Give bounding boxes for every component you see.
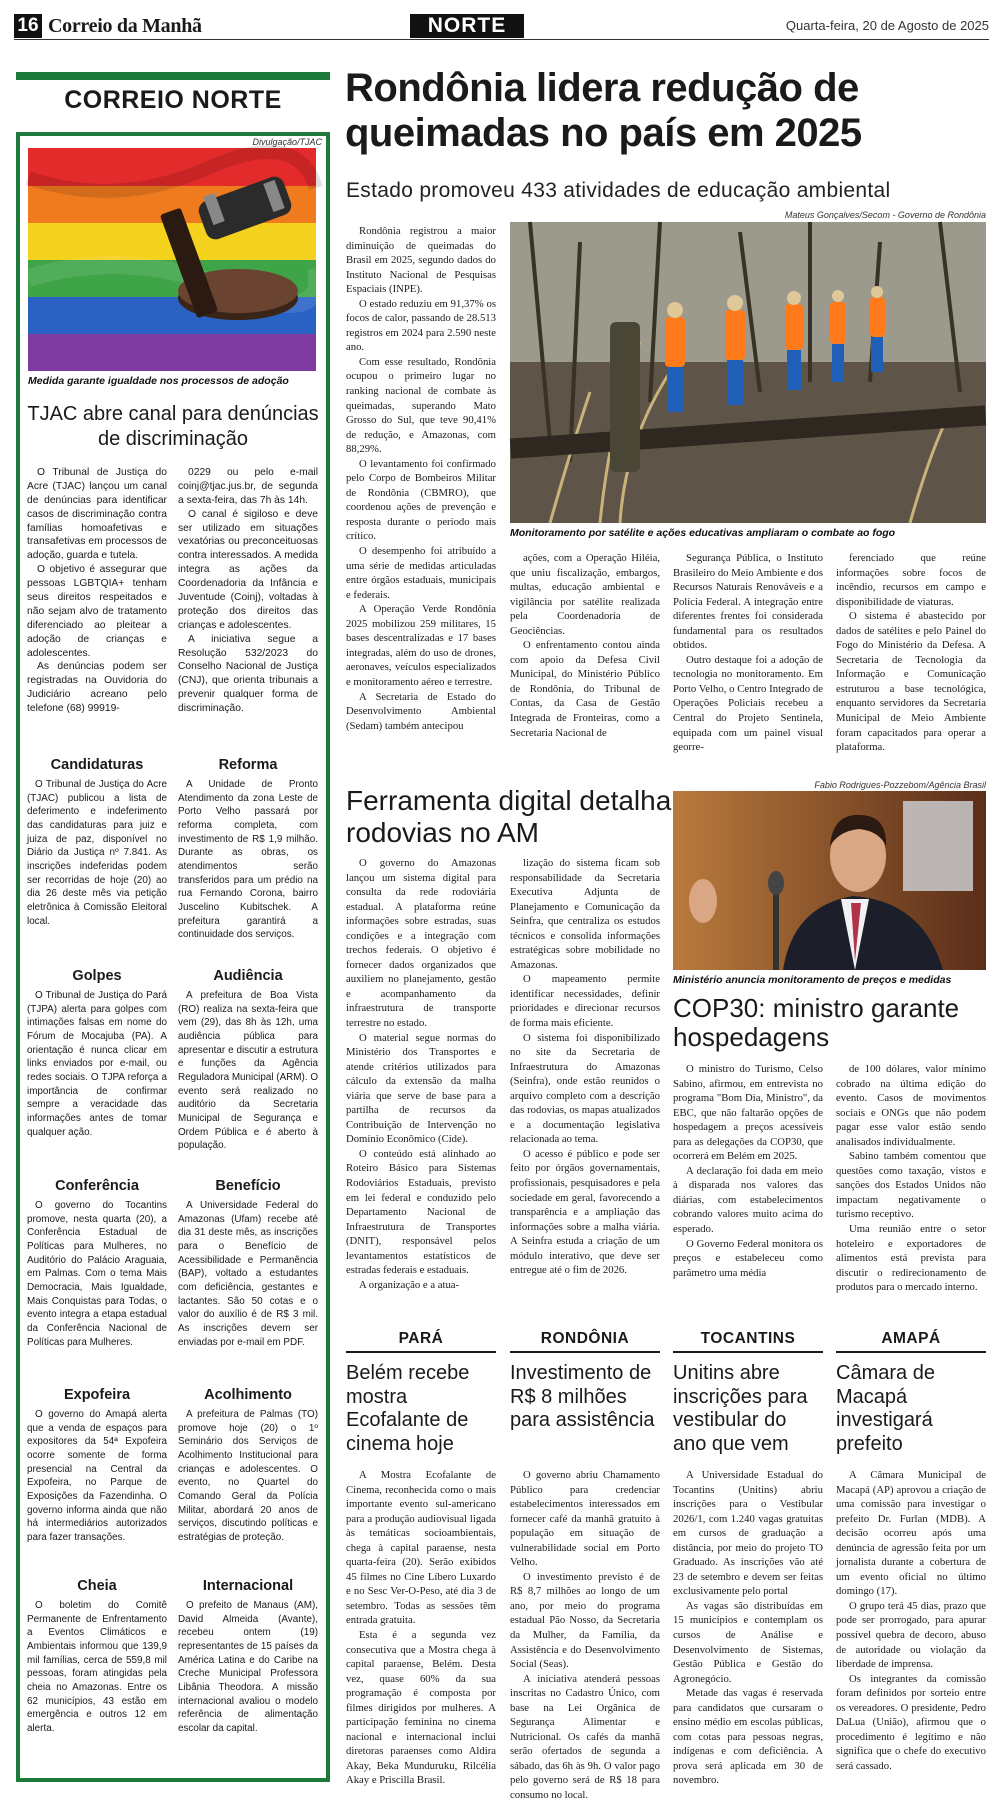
brief-text <box>178 778 318 942</box>
region-tag <box>510 1330 660 1353</box>
brief-title: Candidaturas <box>50 757 144 773</box>
paragraph: O Governo Federal monitora os preços e estabeleceu como parâmetro uma média <box>673 1237 823 1279</box>
am-headline: Ferramenta digital detalha rodovias no AM <box>346 785 672 848</box>
paragraph: O acesso é público e pode ser feito por órgãos governamentais, profissionais, pesquisadores e pela sociedade em geral, favorecendo a transparência e a ampliação das informações sobre a malha viária. A Seinfra estuda a criação de um módulo interativo, que deve ser entregue até o fim de 2026. <box>510 1147 660 1277</box>
brief-title: Expofeira <box>63 1387 131 1403</box>
paragraph: Segurança Pública, o Instituto Brasileiro do Meio Ambiente e dos Recursos Naturais Renováveis e a Polícia Federal. A integração entre diferentes frentes foi considerada fundamental para os resultados obtidos. <box>673 552 823 652</box>
paragraph: A Secretaria de Estado do Desenvolvimento Ambiental (Sedam) também antecipou <box>346 690 496 732</box>
paragraph: O mapeamento permite identificar necessidades, definir prioridades e direcionar recursos de forma mais eficiente. <box>510 973 660 1030</box>
brief-text <box>178 1408 318 1545</box>
brief-paragraph: O governo do Tocantins promove, nesta quarta (20), a Conferência Estadual de Políticas para Mulheres, no Auditório do Palácio Araguaia, em Palmas. Com o tema Mais Democracia, Mais Igualdade, Mais Conquistas para Todas, o evento integra a etapa estadual da Conferência Nacional de Políticas para Mulheres. <box>27 1200 167 1348</box>
paragraph: Os integrantes da comissão foram definidos por sorteio entre os vereadores. O presidente, Pedro DaLua (União), afirmou que o procedimento é legítimo e não significa que o chefe do executivo será cassado. <box>836 1672 986 1772</box>
brief-text <box>27 1599 167 1736</box>
region-rule <box>673 1351 823 1353</box>
main-story-col2 <box>510 551 660 787</box>
brief-text <box>27 1408 167 1545</box>
paragraph: A Mostra Ecofalante de Cinema, reconhecida como o mais importante evento sul-americano para a produção audiovisual ligada às temáticas socioambientais, chega à capital paraense, nesta quarta-feira (20). Serão exibidos 45 filmes no Cine Líbero Luxardo e no Sesc Ver-O-Peso, até dia 3 de setembro. Todas as sessões têm entrada gratuita. <box>346 1469 496 1627</box>
region-story <box>673 1468 823 1790</box>
cop-story-col1 <box>673 1062 823 1306</box>
paragraph: O sistema foi disponibilizado no site da Secretaria de Infraestrutura do Amazonas (Seinfra), onde estão reunidos o arquivo completo com a descrição das rodovias, os mapas atualizados e a documentação legislativa relacionada ao tema. <box>510 1031 660 1146</box>
firefighters-photo <box>510 222 986 523</box>
region-rule <box>836 1351 986 1353</box>
paragraph: A iniciativa segue a Resolução 532/2023 do Conselho Nacional de Justiça (CNJ), que orienta tribunais a prevenir qualquer forma de discriminação. <box>178 633 318 715</box>
brief-expofeira <box>27 1387 167 1545</box>
brief-paragraph: A Universidade Federal do Amazonas (Ufam) recebe até dia 31 deste mês, as inscrições para o Benefício de Acessibilidade e Permanência (BAP), voltado a estudantes com deficiência, gestantes e lactantes. São 50 cotas e o valor do auxílio é de R$ 3 mil. As inscrições devem ser enviadas por e-mail em PDF. <box>178 1200 318 1348</box>
brief-title: Golpes <box>72 968 122 984</box>
paragraph: Metade das vagas é reservada para candidatos que cursaram o ensino médio em escolas públicas, com cotas para pessoas negras, indígenas e com deficiência. A prova será aplicada em 30 de novembro. <box>673 1687 823 1787</box>
minister-speaking-icon <box>673 791 986 970</box>
region-story <box>346 1468 496 1790</box>
paragraph: Com esse resultado, Rondônia ocupou o primeiro lugar no ranking nacional de combate às queimadas, superando Mato Grosso do Sul, que teve 90,41% de redução, e Amazonas, com 88,29%. <box>346 355 496 456</box>
region-rule <box>510 1351 660 1353</box>
paragraph: O governo do Amazonas lançou um sistema digital para consulta da rede rodoviária estadual. A plataforma reúne informações sobre estradas, suas condições e a integração com trechos federais. O objetivo é fornecer dados organizados que auxiliem no planejamento, gestão e acompanhamento da infraestrutura de transporte terrestre no estado. <box>346 857 496 1030</box>
brief-conferencia <box>27 1178 167 1349</box>
brief-paragraph: A Unidade de Pronto Atendimento da zona Leste de Porto Velho passará por reforma completa, com investimento de R$ 1,9 milhão. Durante as obras, os atendimentos serão transferidos para um prédio na rua Fernando Corona, bairro Juscelino Kubitschek. A prefeitura garantirá a continuidade dos serviços. <box>178 779 318 941</box>
paragraph: A organização e a atua- <box>359 1278 460 1291</box>
paragraph: O Tribunal de Justiça do Acre (TJAC) lançou um canal de denúncias para identificar casos de discriminação contra famílias homoafetivas e transafetivas em processos de adoção, guarda e tutela. <box>27 467 167 562</box>
page-header <box>14 14 989 40</box>
region-story <box>836 1468 986 1790</box>
brief-golpes <box>27 968 167 1139</box>
paragraph: O desempenho foi atribuído a uma série de medidas articuladas entre órgãos estaduais, municipais e federais. <box>346 545 496 601</box>
paragraph: O sistema é abastecido por dados de satélites e pelo Painel do Fogo do Ministério da Defesa. A Secretaria de Tecnologia da Informação e Comunicação estruturou a base tecnológica, enquanto servidores da Secretaria Municipal de Meio Ambiente foram capacitados para operar a plataforma. <box>836 610 986 754</box>
paragraph: ferenciado que reúne informações sobre focos de incêndio, recursos em campo e disponibilidade de viaturas. <box>836 552 986 608</box>
tjac-headline: TJAC abre canal para denúncias de discriminação <box>27 403 319 450</box>
section-label: NORTE <box>410 14 524 38</box>
fire-photo-caption: Monitoramento por satélite e ações educativas ampliaram o combate ao fogo <box>510 527 896 539</box>
fire-photo-credit: Mateus Gonçalves/Secom - Governo de Rondônia <box>784 210 986 220</box>
am-story-col2 <box>510 856 660 1304</box>
pride-gavel-photo <box>28 148 316 371</box>
region-label: AMAPÁ <box>881 1330 941 1347</box>
brief-paragraph: O prefeito de Manaus (AM), David Almeida (Avante), recebeu ontem (19) representantes de 15 países da América Latina e do Caribe na Creche Municipal Professora Libânia Theodora. A missão internacional avaliou o modelo referência de alimentação escolar da capital. <box>178 1600 318 1734</box>
pride-flag-gavel-icon <box>28 148 316 371</box>
region-headline: Investimento de R$ 8 milhões para assistência <box>510 1362 655 1432</box>
brief-title: Conferência <box>55 1178 139 1194</box>
brief-acolhimento <box>178 1387 318 1545</box>
brief-title: Cheia <box>77 1578 117 1594</box>
brief-title: Acolhimento <box>204 1387 292 1403</box>
brief-title: Internacional <box>202 1578 294 1594</box>
region-headline: Câmara de Macapá investigará prefeito <box>836 1362 935 1455</box>
region-rule <box>346 1351 496 1353</box>
paragraph: O investimento previsto é de R$ 8,7 milhões ao longo de um ano, por meio do programa estadual Pão Nosso, da Secretaria da Mulher, da Família, da Assistência e do Desenvolvimento Social (Seas). <box>510 1570 660 1671</box>
paragraph: O material segue normas do Ministério dos Transportes e atende critérios utilizados para cálculo da extensão da malha viária que serve de base para a partilha de recursos da Contribuição de Intervenção no Domínio Econômico (Cide). <box>346 1031 496 1146</box>
brief-paragraph: O Tribunal de Justiça do Acre (TJAC) publicou a lista de deferimento e indeferimento das candidaturas para juiz e juiza de paz, disponível no Diário da Justiça nº 7.841. As inscrições indeferidas podem ser recorridas de hoje (20) ao dia 26 deste mês via petição eletrônica à Comissão Eleitoral local. <box>27 779 167 927</box>
left-column-bar <box>16 72 330 80</box>
main-story-col4 <box>836 551 986 787</box>
paragraph: A Universidade Estadual do Tocantins (Unitins) abriu inscrições para o Vestibular 2026/1, com 1.240 vagas gratuitas em cursos de graduação a distância, por meio do projeto TO Graduado. As inscrições vão até 23 de setembro e devem ser feitas exclusivamente pelo portal <box>673 1469 823 1598</box>
brief-title: Benefício <box>215 1178 281 1194</box>
cop-story-col2 <box>836 1062 986 1306</box>
page-number: 16 <box>14 14 42 38</box>
burned-forest-icon <box>510 222 986 523</box>
newspaper-brand: Correio da Manhã <box>48 15 202 37</box>
paragraph: 0229 ou pelo e-mail coinj@tjac.jus.br, de segunda a sexta-feira, das 7h às 14h. <box>178 467 318 506</box>
paragraph: A Operação Verde Rondônia 2025 mobilizou 259 militares, 15 bases descentralizadas e 17 bases integradas, além do uso de drones, aeronaves, veículos especializados e monitoramento aéreo e terrestre. <box>346 603 496 688</box>
paragraph: O objetivo é assegurar que pessoas LGBTQIA+ tenham seus direitos respeitados e não sejam alvo de tratamento diferenciado ao pleitear a adoção de crianças e adolescentes. <box>27 564 167 659</box>
paragraph: As vagas são distribuídas em 15 municípios e contemplam os cursos de Análise e Desenvolvimento de Sistemas, Gestão Pública e Gestão do Agronegócio. <box>673 1599 823 1685</box>
issue-date: Quarta-feira, 20 de Agosto de 2025 <box>785 18 989 33</box>
paragraph: Rondônia registrou a maior diminuição de queimadas do Brasil em 2025, segundo dados do Instituto Nacional de Pesquisas Espaciais (INPE). <box>346 225 496 296</box>
left-column-title: CORREIO NORTE <box>64 86 282 114</box>
brief-text <box>27 989 167 1139</box>
cop-photo-credit: Fabio Rodrigues-Pozzebom/Agência Brasil <box>814 780 986 790</box>
main-story-col1 <box>346 224 496 814</box>
brief-audiencia <box>178 968 318 1153</box>
paragraph: A declaração foi dada em meio à disparada nos valores das diárias, com estabelecimentos cobrando valores muito acima do esperado. <box>673 1164 823 1236</box>
brief-title: Reforma <box>218 757 278 773</box>
main-headline: Rondônia lidera redução de queimadas no país em 2025 <box>345 66 862 155</box>
brief-paragraph: O governo do Amapá alerta que a venda de espaços para expositores da 54ª Expofeira ocorre somente de forma presencial na Central da Expofeira, no Parque de Exposições da Fazendinha. O governo informa ainda que não há intermediários autorizados para fazer transações. <box>27 1409 167 1543</box>
region-label: RONDÔNIA <box>540 1330 630 1347</box>
cop-headline: COP30: ministro garante hospedagens <box>673 993 960 1053</box>
main-story-col3 <box>673 551 823 787</box>
brief-text <box>178 1199 318 1349</box>
paragraph: O grupo terá 45 dias, prazo que pode ser prorrogado, para apurar possível quebra de decoro, abuso de autoridade ou violação da liberdade de imprensa. <box>836 1599 986 1671</box>
minister-photo <box>673 791 986 970</box>
brief-internacional <box>178 1578 318 1736</box>
tjac-photo-caption: Medida garante igualdade nos processos de adoção <box>28 375 289 387</box>
brief-paragraph: A prefeitura de Boa Vista (RO) realiza na sexta-feira que vem (29), das 8h às 12h, uma audiência pública para apresentar e discutir a estrutura e funções da Agência Reguladora Municipal (ARM). O evento será realizado no auditório da Secretaria Municipal de Segurança e Ordem Pública e é aberto à população. <box>178 990 318 1152</box>
brief-text <box>27 1199 167 1349</box>
region-tag <box>346 1330 496 1353</box>
brief-text <box>178 1599 318 1736</box>
tjac-photo-credit: Divulgação/TJAC <box>252 137 322 147</box>
paragraph: Uma reunião entre o setor hoteleiro e exportadores de alimentos está prevista para discutir o redirecionamento de produtos para o mercado interno. <box>836 1223 986 1294</box>
brief-text <box>27 778 167 928</box>
brief-title: Audiência <box>213 968 283 984</box>
am-story-col1 <box>346 856 496 1304</box>
region-tag <box>836 1330 986 1353</box>
paragraph: As denúncias podem ser registradas na Ouvidoria do Judiciário acreano pelo telefone (68) 99919- <box>27 661 167 715</box>
paragraph: O ministro do Turismo, Celso Sabino, afirmou, em entrevista no programa "Bom Dia, Ministro", da EBC, que não faltarão opções de hospedagem a preços acessíveis para as delegações da COP30, que ocorrerá em Belém em 2025. <box>673 1063 823 1163</box>
paragraph: ações, com a Operação Hiléia, que uniu fiscalização, embargos, multas, educação ambiental e vigilância por satélite realizada pela Coordenadoria de Geociências. <box>510 552 660 637</box>
cop-photo-caption: Ministério anuncia monitoramento de preços e medidas <box>673 974 952 986</box>
region-label: TOCANTINS <box>700 1330 796 1347</box>
main-subhead: Estado promoveu 433 atividades de educação ambiental <box>346 179 891 202</box>
paragraph: O canal é sigiloso e deve ser utilizado em situações vexatórias ou preconceituosas contra interessados. A medida integra as ações da Coordenadoria da Infância e Juventude (Coinj), voltadas à proteção dos direitos das crianças e adolescentes. <box>178 508 318 631</box>
brief-beneficio <box>178 1178 318 1349</box>
region-label: PARÁ <box>398 1330 444 1347</box>
brief-cheia <box>27 1578 167 1736</box>
region-headline: Unitins abre inscrições para vestibular do ano que vem <box>673 1362 808 1455</box>
paragraph: O conteúdo está alinhado ao Roteiro Básico para Sistemas Rodoviários Estaduais, previsto em lei federal e conduzido pelo Departamento Nacional de Infraestrutura de Transportes (DNIT), responsável pelos levantamentos estatísticos de estradas federais e estaduais. <box>346 1147 496 1277</box>
paragraph: O estado reduziu em 91,37% os focos de calor, passando de 28.513 registros em 2024 para 2.590 neste ano. <box>346 297 496 354</box>
tjac-story-col1 <box>27 466 167 716</box>
brief-reforma <box>178 757 318 942</box>
brief-paragraph: O Tribunal de Justiça do Pará (TJPA) alerta para golpes com intimações falsas em nome do Fórum de Mocajuba (PA). A orientação é nunca clicar em links enviados por e-mail, ou redes sociais. O TJPA reforça a importância de confirmar sempre a veracidade das informações antes de tomar qualquer ação. <box>27 990 167 1138</box>
paragraph: lização do sistema ficam sob responsabilidade da Secretaria Executiva Adjunta de Planejamento e Comunicação da Seinfra, que centraliza os estudos técnicos e consolida informações estratégicas sobre mobilidade no Amazonas. <box>510 857 660 971</box>
paragraph: O governo abriu Chamamento Público para credenciar estabelecimentos interessados em fornecer café da manhã gratuito à população em situação de vulnerabilidade social em Porto Velho. <box>510 1469 660 1569</box>
paragraph: A iniciativa atenderá pessoas inscritas no Cadastro Único, com base na Lei Orgânica de Segurança Alimentar e Nutricional. Os cafés da manhã serão ofertados de segunda a sábado, das 6h às 9h. O valor pago pelo governo será de R$ 18 para consumo no local. <box>510 1672 660 1802</box>
tjac-story-col2 <box>178 466 318 716</box>
brief-candidaturas <box>27 757 167 928</box>
brief-paragraph: A prefeitura de Palmas (TO) promove hoje (20) o 1º Seminário dos Serviços de Acolhimento Institucional para crianças e adolescentes. O evento, no Quartel do Comando Geral da Polícia Militar, abordará 20 anos de serviços, discutindo políticas e estratégias de proteção. <box>178 1409 318 1543</box>
paragraph: Outro destaque foi a adoção de tecnologia no monitoramento. Em Porto Velho, o Centro Integrado de Operações Policiais recebeu a Central do Projeto Sentinela, equipada com um painel visual georre- <box>673 653 823 754</box>
paragraph: O levantamento foi confirmado pelo Corpo de Bombeiros Militar de Rondônia (CBMRO), que coordenou ações de prevenção e resposta durante o período mais crítico. <box>346 457 496 543</box>
paragraph: A Câmara Municipal de Macapá (AP) aprovou a criação de uma comissão para investigar o prefeito Dr. Furlan (MDB). A decisão ocorreu após uma denúncia de agressão feita por um jornalista durante a cobertura de um evento oficial no último domingo (17). <box>836 1469 986 1598</box>
region-tag <box>673 1330 823 1353</box>
brief-paragraph: O boletim do Comitê Permanente de Enfrentamento a Eventos Climáticos e Ambientais informou que 139,9 mil famílias, cerca de 559,8 mil pessoas, foram atingidas pela cheia no Amazonas. Entre os 62 municípios, 43 estão em emergência e outros 12 em alerta. <box>27 1600 167 1734</box>
paragraph: Sabino também comentou que questões como taxação, vistos e sanções dos Estados Unidos não impactam negativamente o turismo receptivo. <box>836 1150 986 1221</box>
paragraph: Esta é a segunda vez consecutiva que a Mostra chega à capital paraense, Belém. Desta vez, quase 60% da sua programação é composta por filmes dirigidos por mulheres. A participação feminina no cinema nacional e internacional inclui diretoras paraenses como Aldira Akay, Beka Munduruku, Rilcélia Akay e Priscilla Brasil. <box>346 1629 496 1787</box>
paragraph: de 100 dólares, valor mínimo cobrado na última edição do evento. Casos de movimentos sociais e ONGs que não podem pagar esse valor estão sendo analisados individualmente. <box>836 1063 986 1148</box>
region-story <box>510 1468 660 1802</box>
brief-text <box>178 989 318 1153</box>
region-headline: Belém recebe mostra Ecofalante de cinema hoje <box>346 1362 470 1455</box>
paragraph: O enfrentamento contou ainda com apoio da Defesa Civil Municipal, do Ministério Público de Rondônia, do Tribunal de Contas, da Casa de Gestão Integrada de Fronteiras, como a Secretaria Nacional de <box>510 639 660 739</box>
